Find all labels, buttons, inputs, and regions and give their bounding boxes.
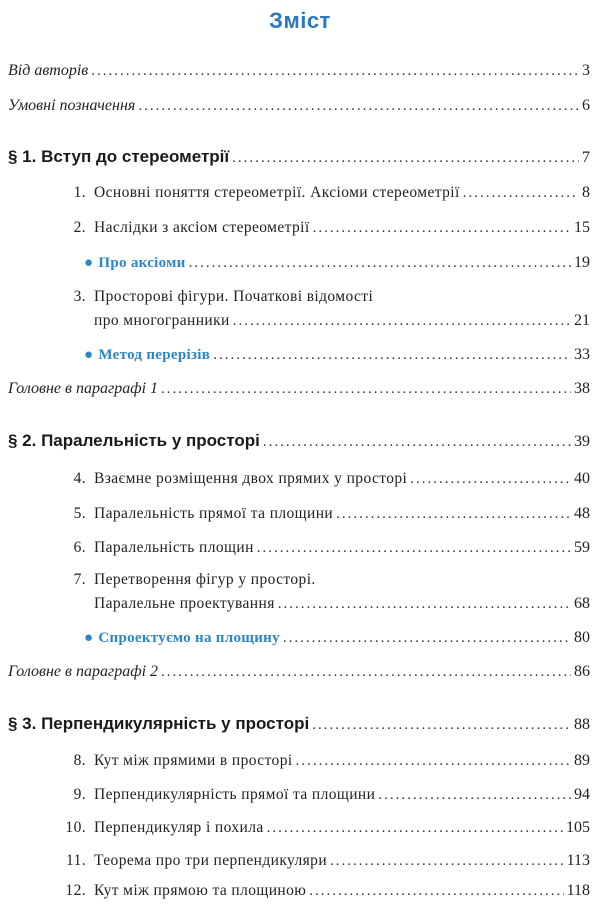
leader-dots [161, 381, 571, 398]
entry-page: 3 [582, 62, 590, 79]
item-label: Взаємне розміщення двох прямих у просторі [94, 470, 408, 487]
leader-dots [410, 471, 571, 488]
toc-item-3[interactable] [58, 312, 590, 330]
summary-label: Головне в параграфі 1 [8, 380, 159, 397]
summary-label: Головне в параграфі 2 [8, 663, 159, 680]
toc-item-11[interactable] [58, 852, 590, 870]
item-label: Паралельність прямої та площини [94, 505, 334, 522]
leader-dots [336, 506, 571, 523]
toc-section-3[interactable] [8, 714, 590, 734]
toc-summary-1[interactable] [8, 380, 590, 398]
item-label: Паралельне проектування [94, 595, 275, 612]
entry-page: 6 [582, 97, 590, 114]
leader-dots [463, 185, 579, 202]
leader-dots [313, 220, 571, 237]
leader-dots [232, 150, 579, 167]
page-title: Зміст [269, 8, 331, 33]
summary-page: 86 [574, 663, 590, 680]
leader-dots [330, 853, 564, 870]
toc-entry-symbols[interactable] [8, 97, 590, 115]
toc-item-4[interactable] [58, 470, 590, 488]
toc-section-2[interactable] [8, 431, 590, 451]
leader-dots [233, 313, 571, 330]
item-label: Паралельність площин [94, 539, 254, 556]
item-label: Кут між прямими в просторі [94, 752, 293, 769]
entry-label: Від авторів [8, 62, 89, 79]
item-page: 21 [574, 312, 590, 329]
item-number: 3. [73, 288, 86, 305]
toc-item-1[interactable] [58, 184, 590, 202]
sub-label: Метод перерізів [98, 347, 211, 363]
item-page: 89 [574, 752, 590, 769]
item-label: Наслідки з аксіом стереометрії [94, 219, 310, 236]
item-number: 9. [73, 786, 86, 803]
leader-dots [138, 98, 579, 115]
item-page: 15 [574, 219, 590, 236]
section-page: 39 [574, 433, 590, 450]
item-page: 113 [566, 852, 590, 869]
leader-dots [257, 540, 571, 557]
item-label: Основні поняття стереометрії. Аксіоми стереометрії [94, 184, 460, 201]
leader-dots [161, 664, 571, 681]
summary-page: 38 [574, 380, 590, 397]
entry-label: Умовні позначення [8, 97, 136, 114]
item-page: 94 [574, 786, 590, 803]
section-label: § 2. Паралельність у просторі [8, 431, 260, 450]
leader-dots [312, 717, 571, 734]
toc-item-8[interactable] [58, 752, 590, 770]
toc-item-10[interactable] [58, 819, 590, 837]
section-page: 88 [574, 716, 590, 733]
item-label: Перпендикуляр і похила [94, 819, 264, 836]
item-number: 2. [73, 219, 86, 236]
bullet-icon: ● [84, 630, 94, 646]
toc-item-7[interactable] [58, 595, 590, 613]
leader-dots [213, 347, 571, 364]
leader-dots [91, 63, 579, 80]
item-number: 6. [73, 539, 86, 556]
item-page: 40 [574, 470, 590, 487]
item-page: 59 [574, 539, 590, 556]
section-page: 7 [582, 149, 590, 166]
leader-dots [278, 596, 571, 613]
leader-dots [309, 883, 563, 900]
item-number: 10. [65, 819, 86, 836]
sub-label: Про аксіоми [98, 255, 186, 271]
section-label: § 1. Вступ до стереометрії [8, 147, 230, 166]
item-number: 8. [73, 752, 86, 769]
sub-label: Спроектуємо на площину [98, 630, 280, 646]
item-label-line1: Просторові фігури. Початкові відомості [94, 288, 374, 305]
toc-item-2[interactable] [58, 219, 590, 237]
bullet-icon: ● [84, 347, 94, 363]
item-label: про многогранники [94, 312, 230, 329]
leader-dots [267, 820, 563, 837]
leader-dots [263, 434, 571, 451]
toc-item-5[interactable] [58, 505, 590, 523]
item-number: 12. [65, 882, 86, 899]
item-number: 7. [73, 571, 86, 588]
item-number: 1. [73, 184, 86, 201]
toc-item-3-line1[interactable] [58, 288, 373, 306]
toc-entry-authors[interactable] [8, 62, 590, 80]
toc-sub-projection[interactable] [84, 629, 590, 647]
toc-item-7-line1[interactable] [58, 571, 316, 589]
item-label-line1: Перетворення фігур у просторі. [94, 571, 316, 588]
leader-dots [283, 630, 571, 647]
toc-item-12[interactable] [58, 882, 590, 900]
item-page: 68 [574, 595, 590, 612]
section-label: § 3. Перпендикулярність у просторі [8, 714, 310, 733]
item-label: Кут між прямою та площиною [94, 882, 307, 899]
sub-page: 33 [574, 346, 590, 363]
item-page: 8 [582, 184, 590, 201]
sub-page: 80 [574, 629, 590, 646]
item-page: 105 [566, 819, 590, 836]
bullet-icon: ● [84, 255, 94, 271]
leader-dots [296, 753, 571, 770]
toc-item-6[interactable] [58, 539, 590, 557]
item-page: 48 [574, 505, 590, 522]
leader-dots [378, 787, 571, 804]
toc-summary-2[interactable] [8, 663, 590, 681]
item-label: Перпендикулярність прямої та площини [94, 786, 376, 803]
item-label: Теорема про три перпендикуляри [94, 852, 328, 869]
toc-item-9[interactable] [58, 786, 590, 804]
item-number: 4. [73, 470, 86, 487]
item-page: 118 [566, 882, 590, 899]
item-number: 5. [73, 505, 86, 522]
item-number: 11. [66, 852, 86, 869]
sub-page: 19 [574, 254, 590, 271]
leader-dots [189, 255, 571, 272]
toc-sub-axioms[interactable] [84, 254, 590, 272]
toc-section-1[interactable] [8, 147, 590, 167]
toc-sub-sections-method[interactable] [84, 346, 590, 364]
